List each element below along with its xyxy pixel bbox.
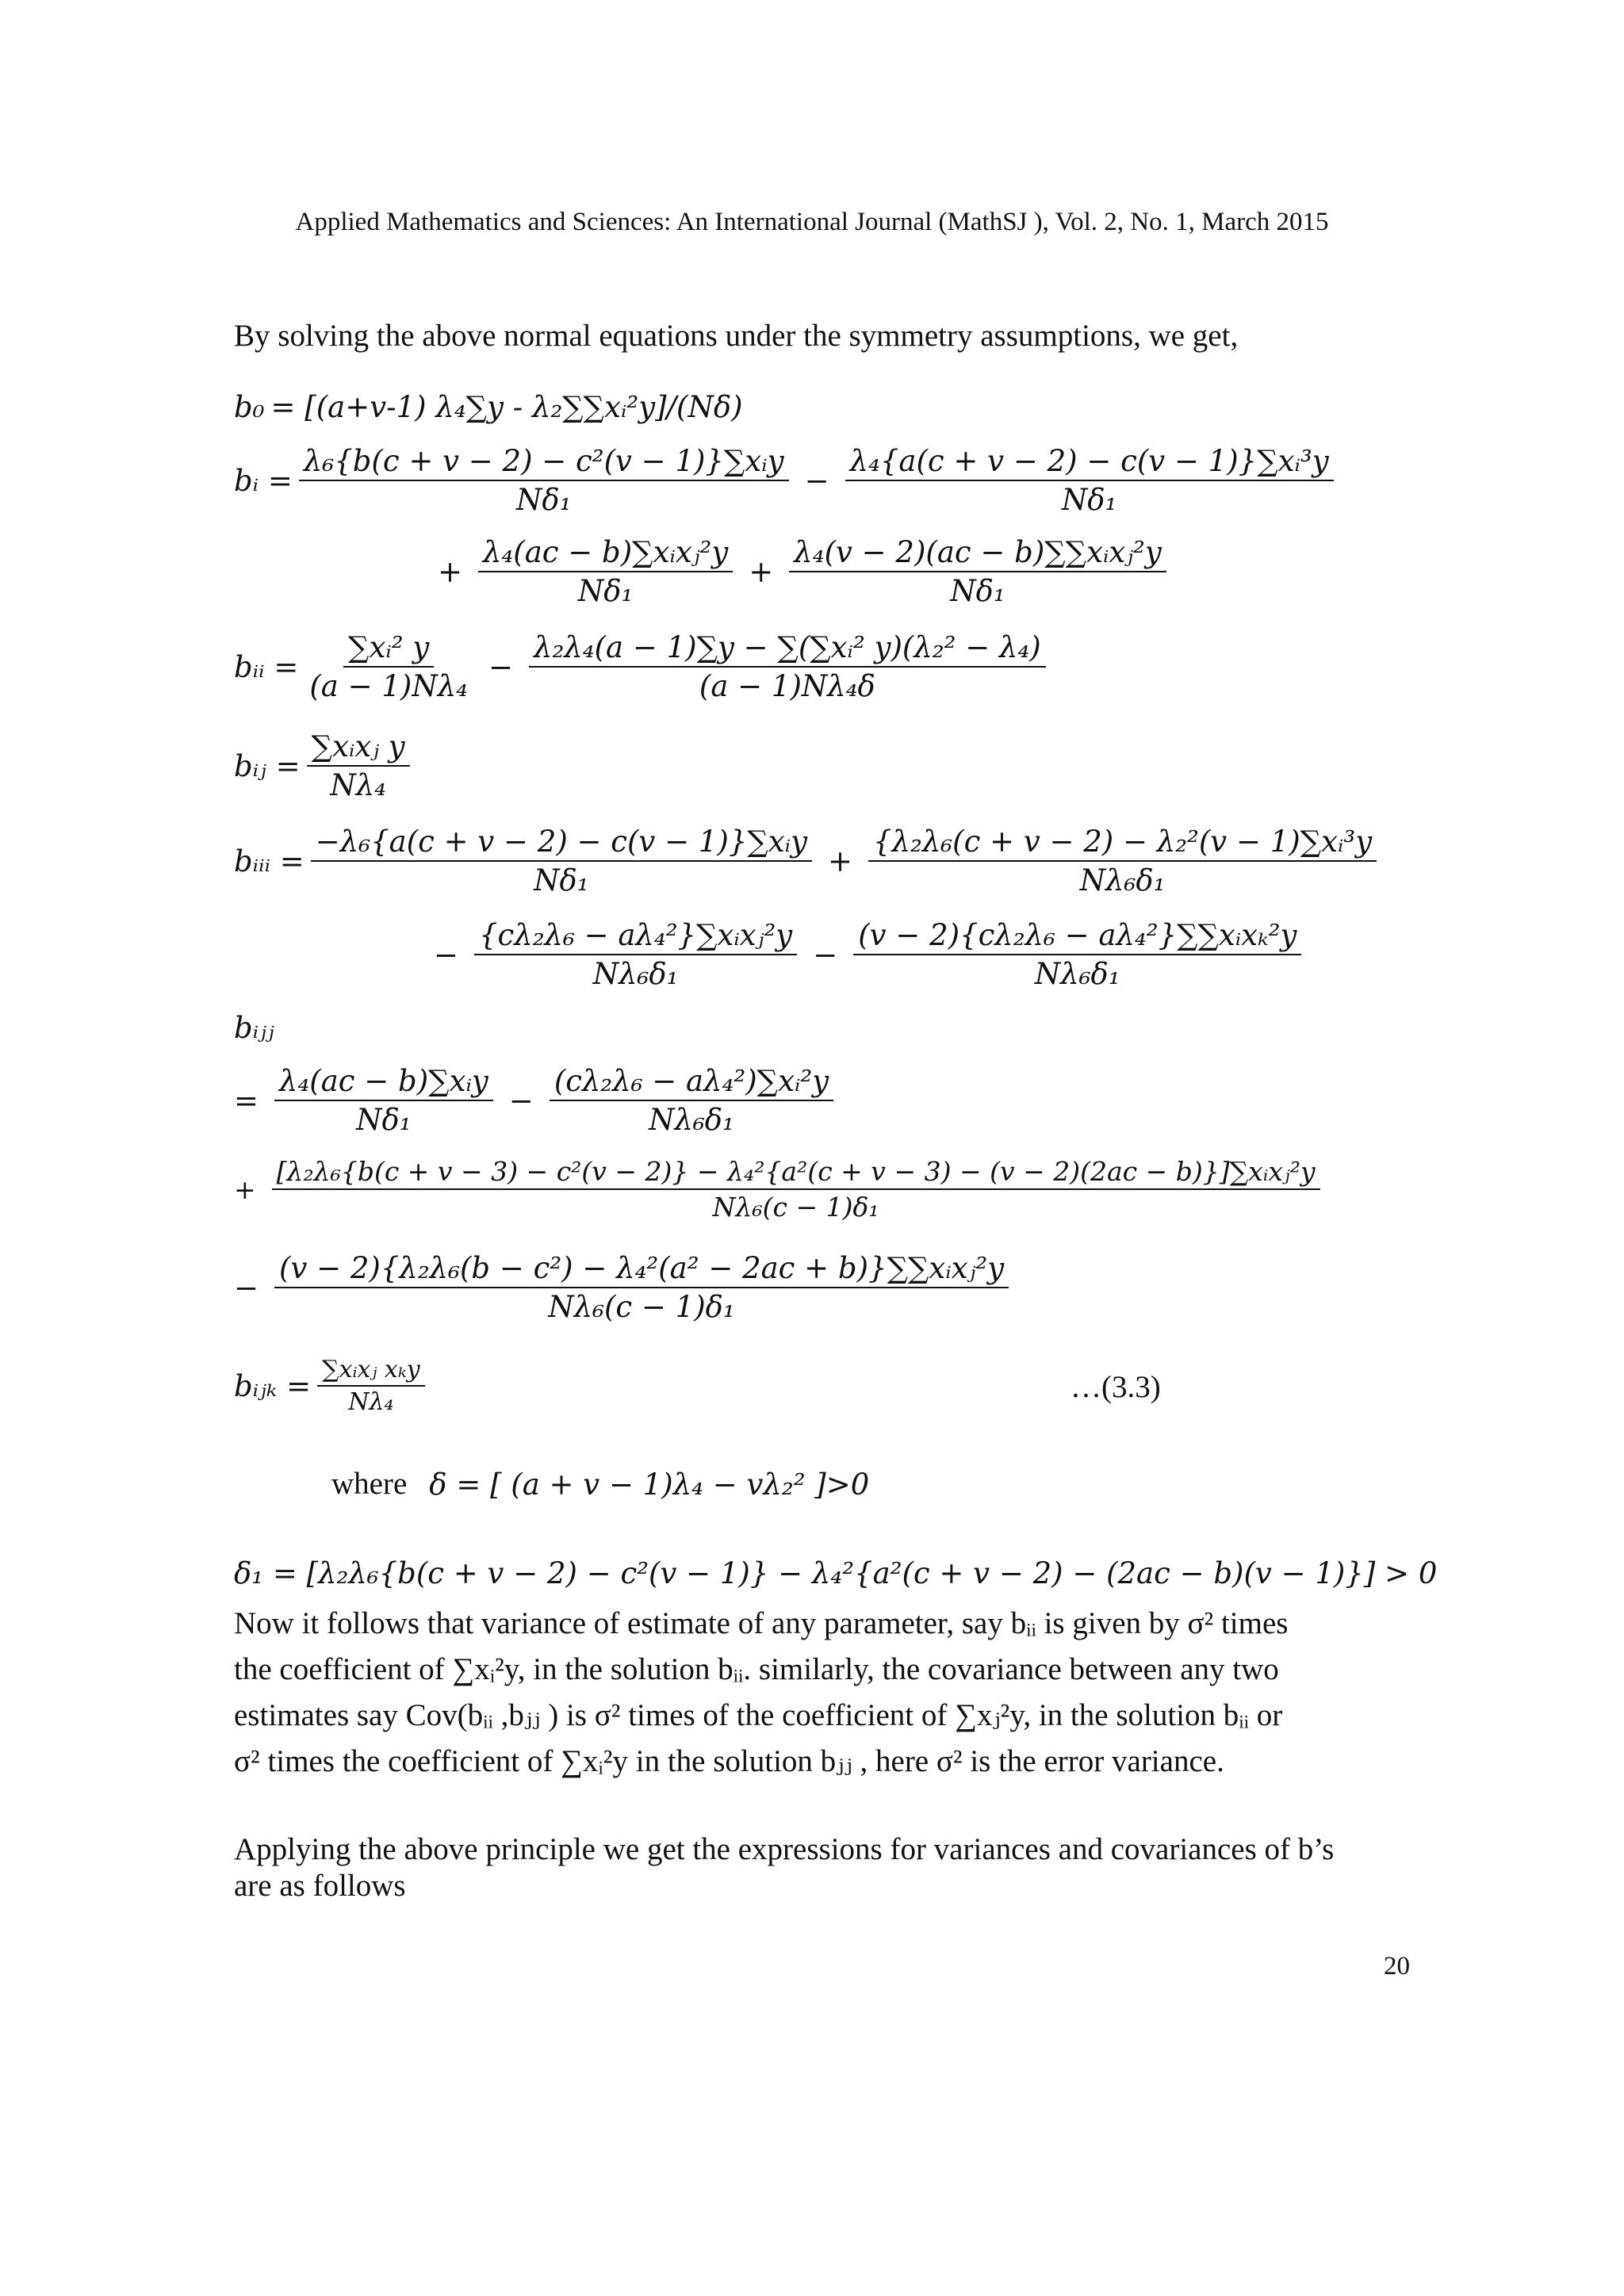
bii-term2: $\frac{\text{λ₂λ₄(a − 1)∑y − ∑(∑xᵢ² y)(λ₂² − λ₄)}}{\text{(a − 1)Nλ₄δ}}$ — [529, 630, 1046, 703]
equation-bijk — [234, 1356, 431, 1416]
principle-paragraph — [234, 1831, 1413, 1904]
delta-formula: δ = [ (a + v − 1)λ₄ − vλ₂² ]>0 — [429, 1467, 870, 1502]
bijj-term1: $\frac{\text{λ₄(ac − b)∑xᵢy}}{\text{Nδ₁}}$ — [274, 1064, 493, 1137]
bijj-term4: $\frac{\text{(v − 2)\{λ₂λ₆(b − c²) − λ₄²(a² − 2ac + b)\}∑∑xᵢxⱼ²y}}{\text{Nλ₆(c − 1)δ₁}}$ — [274, 1251, 1009, 1324]
para1-line3: estimates say Cov(bᵢᵢ ,bⱼⱼ ) is σ² times of the coefficient of ∑xⱼ²y, in the solution bᵢᵢ or — [234, 1698, 1283, 1732]
equation-number: …(3.3) — [1071, 1370, 1161, 1404]
where-label: where — [331, 1467, 408, 1501]
bii-lhs: bᵢᵢ = — [234, 649, 299, 684]
bijk-term: $\frac{\text{∑xᵢxⱼ xₖy}}{\text{Nλ₄}}$ — [317, 1356, 425, 1416]
equation-bijj-line3: − $\frac{\text{(v − 2)\{λ₂λ₆(b − c²) − λ₄²(a² − 2ac + b)\}∑∑xᵢxⱼ²y}}{\text{Nλ₆(c − 1)δ₁}}$ — [234, 1251, 1015, 1324]
bij-term: $\frac{\text{∑xᵢxⱼ y}}{\text{Nλ₄}}$ — [307, 729, 410, 802]
equation-b0 — [234, 390, 743, 424]
biii-lhs: bᵢᵢᵢ = — [234, 844, 304, 878]
bi-term4: $\frac{\text{λ₄(v − 2)(ac − b)∑∑xᵢxⱼ²y}}{\text{Nδ₁}}$ — [789, 535, 1166, 608]
equation-bijj-line1: = $\frac{\text{λ₄(ac − b)∑xᵢy}}{\text{Nδ₁}}$ − $\frac{\text{(cλ₂λ₆ − aλ₄²)∑xᵢ²y}}{\text{Nλ₆δ₁}}$ — [234, 1064, 840, 1137]
equation-bi: bᵢ = $\frac{\text{λ₆\{b(c + v − 2) − c²(v − 1)\}∑xᵢy}}{\text{Nδ₁}}$ − $\frac{\text{λ₄\{a(c + v − 2) − c(v − 1)\}∑xᵢ³y}}{\text{Nδ₁}}$ — [234, 444, 1340, 517]
equation-bijj-line2: + [λ₂λ₆{b(c + v − 3) − c²(v − 2)} − λ₄²{a²(c + v − 3) − (v − 2)(2ac − b)}]∑xᵢxⱼ²y Nλ₆(c − 1)δ₁ — [234, 1156, 1327, 1223]
variance-paragraph — [234, 1601, 1413, 1785]
biii-term1: $\frac{\text{−λ₆\{a(c + v − 2) − c(v − 1)\}∑xᵢy}}{\text{Nδ₁}}$ — [311, 825, 812, 897]
bi-lhs: bᵢ = — [234, 463, 293, 498]
equation-bii: bᵢᵢ = $\frac{\text{∑xᵢ² y}}{\text{(a − 1)Nλ₄}}$ − $\frac{\text{λ₂λ₄(a − 1)∑y − ∑(∑xᵢ² y)(λ₂² − λ₄)}}{\text{(a − 1)Nλ₄δ}}$ — [234, 630, 1052, 703]
bi-term2: $\frac{\text{λ₄\{a(c + v − 2) − c(v − 1)\}∑xᵢ³y}}{\text{Nδ₁}}$ — [845, 444, 1334, 517]
bijk-lhs: bᵢⱼₖ = — [234, 1368, 312, 1403]
bii-term1: $\frac{\text{∑xᵢ² y}}{\text{(a − 1)Nλ₄}}$ — [309, 630, 468, 703]
para1-line4: σ² times the coefficient of ∑xᵢ²y in the solution bⱼⱼ , here σ² is the error variance. — [234, 1744, 1224, 1778]
para1-line2: the coefficient of ∑xᵢ²y, in the solution bᵢᵢ. similarly, the covariance between any two — [234, 1652, 1279, 1686]
biii-term3: $\frac{\text{\{cλ₂λ₆ − aλ₄²\}∑xᵢxⱼ²y}}{\text{Nλ₆δ₁}}$ — [474, 918, 797, 991]
intro-text: By solving the above normal equations under the symmetry assumptions, we get, — [234, 319, 1239, 353]
para2-line2: are as follows — [234, 1869, 406, 1903]
bij-lhs: bᵢⱼ = — [234, 748, 301, 783]
b0-rhs: = [(a+v-1) λ₄∑y - λ₂∑∑xᵢ²y]/(Nδ) — [270, 390, 743, 424]
equation-bij — [234, 729, 416, 802]
bi-term3: $\frac{\text{λ₄(ac − b)∑xᵢxⱼ²y}}{\text{Nδ₁}}$ — [478, 535, 733, 608]
delta1-definition: δ₁ = [λ₂λ₆{b(c + v − 2) − c²(v − 1)} − λ₄²{a²(c + v − 2) − (2ac − b)(v − 1)}] > 0 — [234, 1556, 1438, 1590]
bi-term1: $\frac{\text{λ₆\{b(c + v − 2) − c²(v − 1)\}∑xᵢy}}{\text{Nδ₁}}$ — [299, 444, 789, 517]
journal-header: Applied Mathematics and Sciences: An International Journal (MathSJ ), Vol. 2, No. 1, March 2015 — [295, 208, 1329, 236]
equation-biii: bᵢᵢᵢ = $\frac{\text{−λ₆\{a(c + v − 2) − c(v − 1)\}∑xᵢy}}{\text{Nδ₁}}$ + $\frac{\text{\{λ₂λ₆(c + v − 2) − λ₂²(v − 1)∑xᵢ³y}}{\text{Nλ₆δ₁}}$ — [234, 825, 1383, 897]
bijj-lhs: bᵢⱼⱼ — [234, 1011, 274, 1045]
biii-term4: $\frac{\text{(v − 2)\{cλ₂λ₆ − aλ₄²\}∑∑xᵢxₖ²y}}{\text{Nλ₆δ₁}}$ — [853, 918, 1301, 991]
equation-biii-cont: − $\frac{\text{\{cλ₂λ₆ − aλ₄²\}∑xᵢxⱼ²y}}{\text{Nλ₆δ₁}}$ − $\frac{\text{(v − 2)\{cλ₂λ₆ − aλ₄²\}∑∑xᵢxₖ²y}}{\text{Nλ₆δ₁}}$ — [424, 918, 1308, 991]
delta-definition — [331, 1461, 869, 1507]
b0-lhs: b₀ — [234, 390, 265, 424]
equation-bi-cont: + $\frac{\text{λ₄(ac − b)∑xᵢxⱼ²y}}{\text{Nδ₁}}$ + $\frac{\text{λ₄(v − 2)(ac − b)∑∑xᵢxⱼ²y}}{\text{Nδ₁}}$ — [428, 535, 1173, 608]
para1-line1: Now it follows that variance of estimate of any parameter, say bᵢᵢ is given by σ² times — [234, 1606, 1289, 1640]
bijj-term2: $\frac{\text{(cλ₂λ₆ − aλ₄²)∑xᵢ²y}}{\text{Nλ₆δ₁}}$ — [550, 1064, 833, 1137]
page-number: 20 — [1384, 1952, 1410, 1980]
para2-line1: Applying the above principle we get the expressions for variances and covariances of b’s — [234, 1832, 1335, 1866]
biii-term2: $\frac{\text{\{λ₂λ₆(c + v − 2) − λ₂²(v − 1)∑xᵢ³y}}{\text{Nλ₆δ₁}}$ — [868, 825, 1377, 897]
bijj-term3: [λ₂λ₆{b(c + v − 3) − c²(v − 2)} − λ₄²{a²(c + v − 3) − (v − 2)(2ac − b)}]∑xᵢxⱼ²y Nλ₆(c − 1)δ₁ — [272, 1156, 1320, 1223]
